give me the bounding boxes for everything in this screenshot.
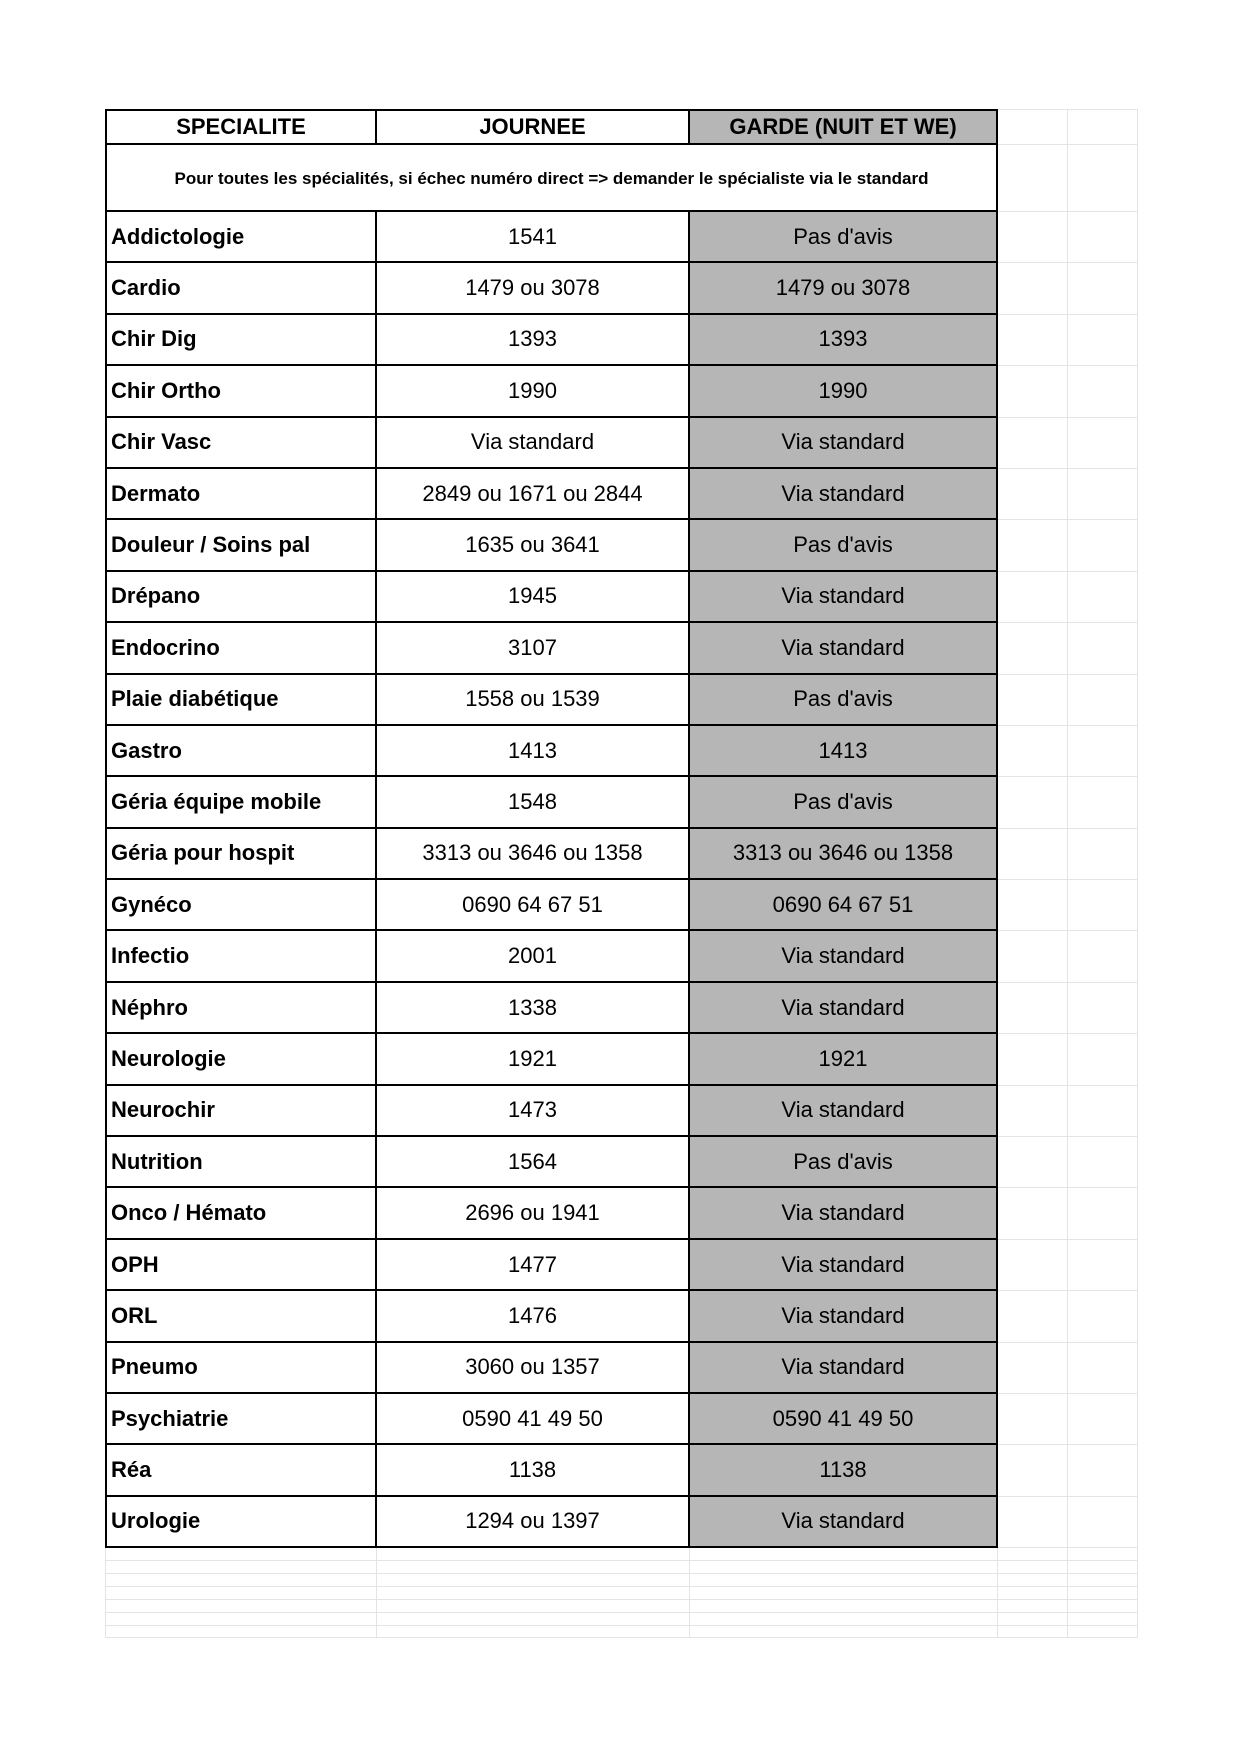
grid-cell-empty [377,1548,690,1561]
grid-cell-empty [998,1188,1068,1239]
journee-cell: 0590 41 49 50 [377,1394,690,1445]
specialty-cell: Neurochir [105,1086,377,1137]
grid-cell-empty [998,469,1068,520]
grid-cell-empty [1068,931,1138,982]
grid-cell-empty [690,1600,998,1613]
specialty-cell: Drépano [105,572,377,623]
grid-cell-empty [998,1626,1068,1639]
grid-cell-empty [998,145,1068,212]
specialty-cell: Gastro [105,726,377,777]
journee-cell: 1921 [377,1034,690,1085]
grid-cell-empty [1068,1240,1138,1291]
grid-cell-empty [377,1574,690,1587]
grid-cell-empty [377,1600,690,1613]
grid-cell-empty [105,1561,377,1574]
column-header-specialite: SPECIALITE [105,109,377,145]
journee-cell: 1479 ou 3078 [377,263,690,314]
grid-cell-empty [1068,1587,1138,1600]
grid-cell-empty [998,1561,1068,1574]
grid-cell-empty [1068,983,1138,1034]
grid-cell-empty [1068,829,1138,880]
grid-cell-empty [1068,1497,1138,1548]
grid-cell-empty [998,1548,1068,1561]
grid-cell-empty [1068,469,1138,520]
journee-cell: 3313 ou 3646 ou 1358 [377,829,690,880]
grid-cell-empty [998,777,1068,828]
grid-cell-empty [105,1613,377,1626]
grid-cell-empty [1068,1613,1138,1626]
grid-cell-empty [998,1600,1068,1613]
grid-cell-empty [1068,109,1138,145]
grid-cell-empty [1068,212,1138,263]
grid-cell-empty [1068,315,1138,366]
grid-cell-empty [998,1574,1068,1587]
grid-cell-empty [998,880,1068,931]
grid-cell-empty [690,1548,998,1561]
grid-cell-empty [998,1613,1068,1626]
grid-cell-empty [998,1240,1068,1291]
specialty-cell: OPH [105,1240,377,1291]
garde-cell: 1138 [690,1445,998,1496]
grid-cell-empty [998,1343,1068,1394]
grid-cell-empty [998,366,1068,417]
specialty-cell: ORL [105,1291,377,1342]
journee-cell: 1338 [377,983,690,1034]
grid-cell-empty [1068,623,1138,674]
grid-cell-empty [1068,418,1138,469]
specialty-cell: Chir Vasc [105,418,377,469]
grid-cell-empty [1068,366,1138,417]
journee-cell: 1990 [377,366,690,417]
journee-cell: 1541 [377,212,690,263]
specialty-cell: Néphro [105,983,377,1034]
garde-cell: Via standard [690,1291,998,1342]
garde-cell: Via standard [690,1497,998,1548]
specialty-cell: Onco / Hémato [105,1188,377,1239]
grid-cell-empty [1068,880,1138,931]
specialty-cell: Réa [105,1445,377,1496]
grid-cell-empty [1068,1034,1138,1085]
grid-cell-empty [105,1548,377,1561]
grid-cell-empty [998,623,1068,674]
grid-cell-empty [105,1574,377,1587]
journee-cell: Via standard [377,418,690,469]
garde-cell: 0590 41 49 50 [690,1394,998,1445]
grid-cell-empty [998,109,1068,145]
grid-cell-empty [377,1626,690,1639]
garde-cell: 1921 [690,1034,998,1085]
column-header-journee: JOURNEE [377,109,690,145]
garde-cell: Via standard [690,623,998,674]
garde-cell: Pas d'avis [690,1137,998,1188]
garde-cell: Via standard [690,1240,998,1291]
specialty-cell: Cardio [105,263,377,314]
grid-cell-empty [998,212,1068,263]
grid-cell-empty [998,315,1068,366]
grid-cell-empty [1068,1445,1138,1496]
garde-cell: Pas d'avis [690,675,998,726]
journee-cell: 1635 ou 3641 [377,520,690,571]
garde-cell: 1413 [690,726,998,777]
journee-cell: 1945 [377,572,690,623]
specialty-cell: Pneumo [105,1343,377,1394]
grid-cell-empty [1068,145,1138,212]
journee-cell: 1477 [377,1240,690,1291]
grid-cell-empty [998,1445,1068,1496]
specialty-cell: Gynéco [105,880,377,931]
specialty-cell: Addictologie [105,212,377,263]
garde-cell: Via standard [690,983,998,1034]
column-header-garde: GARDE (NUIT ET WE) [690,109,998,145]
journee-cell: 1473 [377,1086,690,1137]
grid-cell-empty [998,1394,1068,1445]
grid-cell-empty [377,1613,690,1626]
grid-cell-empty [377,1587,690,1600]
garde-cell: Via standard [690,418,998,469]
garde-cell: 3313 ou 3646 ou 1358 [690,829,998,880]
specialty-cell: Psychiatrie [105,1394,377,1445]
garde-cell: 1479 ou 3078 [690,263,998,314]
journee-cell: 3107 [377,623,690,674]
grid-cell-empty [690,1561,998,1574]
garde-cell: Pas d'avis [690,520,998,571]
garde-cell: 1990 [690,366,998,417]
garde-cell: Pas d'avis [690,212,998,263]
grid-cell-empty [690,1587,998,1600]
grid-cell-empty [1068,777,1138,828]
journee-cell: 1476 [377,1291,690,1342]
specialty-cell: Dermato [105,469,377,520]
grid-cell-empty [1068,1137,1138,1188]
garde-cell: 0690 64 67 51 [690,880,998,931]
garde-cell: Pas d'avis [690,777,998,828]
specialty-cell: Endocrino [105,623,377,674]
grid-cell-empty [998,418,1068,469]
grid-cell-empty [998,1587,1068,1600]
grid-cell-empty [105,1587,377,1600]
grid-cell-empty [998,1497,1068,1548]
journee-cell: 2696 ou 1941 [377,1188,690,1239]
garde-cell: Via standard [690,931,998,982]
grid-cell-empty [998,1086,1068,1137]
garde-cell: Via standard [690,572,998,623]
grid-cell-empty [998,983,1068,1034]
journee-cell: 0690 64 67 51 [377,880,690,931]
journee-cell: 1294 ou 1397 [377,1497,690,1548]
journee-cell: 1393 [377,315,690,366]
grid-cell-empty [1068,572,1138,623]
specialty-cell: Plaie diabétique [105,675,377,726]
grid-cell-empty [690,1574,998,1587]
grid-cell-empty [998,1034,1068,1085]
garde-cell: Via standard [690,469,998,520]
grid-cell-empty [1068,1548,1138,1561]
journee-cell: 1138 [377,1445,690,1496]
specialty-cell: Nutrition [105,1137,377,1188]
grid-cell-empty [377,1561,690,1574]
grid-cell-empty [1068,520,1138,571]
garde-cell: Via standard [690,1188,998,1239]
grid-cell-empty [1068,1086,1138,1137]
grid-cell-empty [1068,726,1138,777]
journee-cell: 3060 ou 1357 [377,1343,690,1394]
grid-cell-empty [1068,1188,1138,1239]
journee-cell: 1564 [377,1137,690,1188]
grid-cell-empty [998,829,1068,880]
grid-cell-empty [105,1626,377,1639]
specialty-cell: Neurologie [105,1034,377,1085]
specialty-cell: Chir Dig [105,315,377,366]
grid-cell-empty [1068,1626,1138,1639]
grid-cell-empty [998,931,1068,982]
grid-cell-empty [998,263,1068,314]
journee-cell: 1558 ou 1539 [377,675,690,726]
grid-cell-empty [1068,1343,1138,1394]
journee-cell: 1413 [377,726,690,777]
specialty-cell: Géria équipe mobile [105,777,377,828]
journee-cell: 2001 [377,931,690,982]
grid-cell-empty [1068,263,1138,314]
grid-cell-empty [1068,1574,1138,1587]
specialty-cell: Infectio [105,931,377,982]
specialty-cell: Géria pour hospit [105,829,377,880]
grid-cell-empty [1068,1394,1138,1445]
grid-cell-empty [998,1291,1068,1342]
grid-cell-empty [690,1626,998,1639]
garde-cell: Via standard [690,1343,998,1394]
specialty-cell: Douleur / Soins pal [105,520,377,571]
phone-directory-table [105,109,1138,1638]
grid-cell-empty [998,572,1068,623]
note-row: Pour toutes les spécialités, si échec numéro direct => demander le spécialiste via le standard [105,145,998,212]
specialty-cell: Chir Ortho [105,366,377,417]
garde-cell: Via standard [690,1086,998,1137]
garde-cell: 1393 [690,315,998,366]
specialty-cell: Urologie [105,1497,377,1548]
journee-cell: 1548 [377,777,690,828]
grid-cell-empty [998,1137,1068,1188]
grid-cell-empty [1068,1291,1138,1342]
grid-cell-empty [690,1613,998,1626]
grid-cell-empty [1068,1561,1138,1574]
grid-cell-empty [105,1600,377,1613]
grid-cell-empty [998,675,1068,726]
grid-cell-empty [998,520,1068,571]
grid-cell-empty [1068,675,1138,726]
grid-cell-empty [998,726,1068,777]
journee-cell: 2849 ou 1671 ou 2844 [377,469,690,520]
grid-cell-empty [1068,1600,1138,1613]
